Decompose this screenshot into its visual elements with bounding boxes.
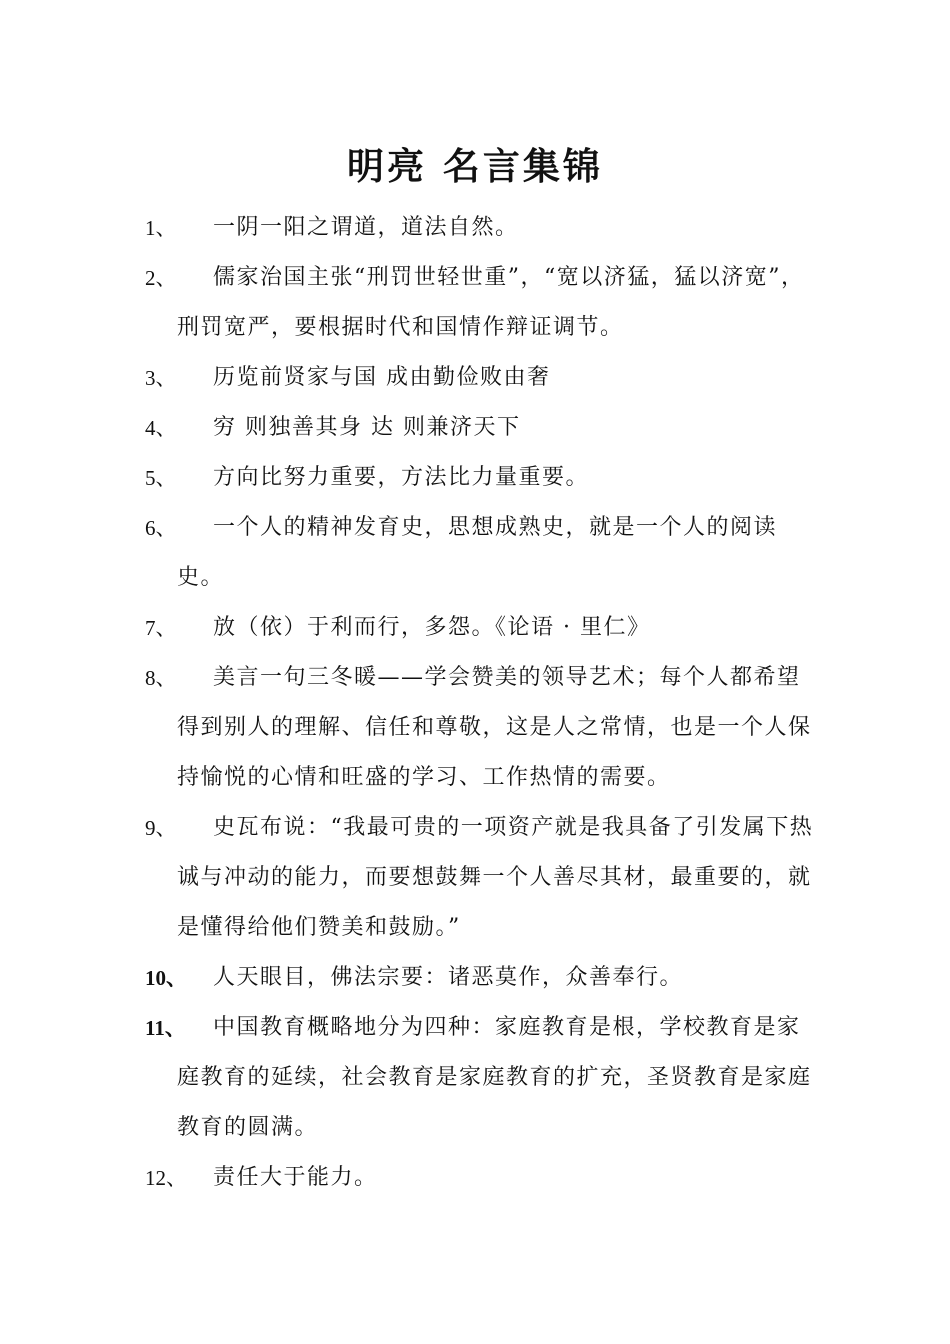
list-item bbox=[145, 953, 815, 1003]
list-item bbox=[145, 1153, 815, 1203]
item-text: 一个人的精神发育史，思想成熟史，就是一个人的阅读史。 bbox=[177, 515, 778, 590]
quote-list bbox=[145, 203, 815, 1203]
item-number: 1、 bbox=[145, 216, 177, 240]
list-item bbox=[145, 253, 815, 353]
item-number: 2、 bbox=[145, 266, 177, 290]
item-text: 放（依）于利而行，多怨。《论语 · 里仁》 bbox=[213, 615, 651, 640]
item-number: 7、 bbox=[145, 616, 177, 640]
item-number: 12、 bbox=[145, 1166, 187, 1190]
list-item bbox=[145, 353, 815, 403]
item-text: 责任大于能力。 bbox=[213, 1165, 378, 1190]
item-number: 6、 bbox=[145, 516, 177, 540]
item-number: 10、 bbox=[145, 966, 187, 990]
item-text: 中国教育概略地分为四种：家庭教育是根，学校教育是家庭教育的延续，社会教育是家庭教育的扩充，圣贤教育是家庭教育的圆满。 bbox=[177, 1015, 812, 1140]
item-text: 人天眼目，佛法宗要：诸恶莫作，众善奉行。 bbox=[213, 965, 684, 990]
item-text: 穷 则独善其身 达 则兼济天下 bbox=[213, 415, 521, 440]
page-title: 明亮 名言集锦 bbox=[347, 144, 603, 188]
list-item bbox=[145, 603, 815, 653]
item-text: 历览前贤家与国 成由勤俭败由奢 bbox=[213, 365, 551, 390]
item-number: 4、 bbox=[145, 416, 177, 440]
list-item bbox=[145, 503, 815, 603]
item-number: 9、 bbox=[145, 816, 177, 840]
item-text: 方向比努力重要，方法比力量重要。 bbox=[213, 465, 590, 490]
item-number: 11、 bbox=[145, 1016, 186, 1040]
list-item bbox=[145, 653, 815, 803]
item-text: 儒家治国主张“刑罚世轻世重”，“宽以济猛，猛以济宽”，刑罚宽严，要根据时代和国情作辩证调节。 bbox=[177, 265, 805, 340]
list-item bbox=[145, 803, 815, 953]
item-number: 3、 bbox=[145, 366, 177, 390]
item-number: 5、 bbox=[145, 466, 177, 490]
list-item bbox=[145, 1003, 815, 1153]
item-text: 一阴一阳之谓道，道法自然。 bbox=[213, 215, 519, 240]
list-item bbox=[145, 453, 815, 503]
item-text: 美言一句三冬暖——学会赞美的领导艺术；每个人都希望得到别人的理解、信任和尊敬，这是人之常情，也是一个人保持愉悦的心情和旺盛的学习、工作热情的需要。 bbox=[177, 665, 812, 790]
list-item bbox=[145, 203, 815, 253]
list-item bbox=[145, 403, 815, 453]
item-text: 史瓦布说：“我最可贵的一项资产就是我具备了引发属下热诚与冲动的能力，而要想鼓舞一个人善尽其材，最重要的，就是懂得给他们赞美和鼓励。” bbox=[177, 815, 814, 940]
item-number: 8、 bbox=[145, 666, 177, 690]
